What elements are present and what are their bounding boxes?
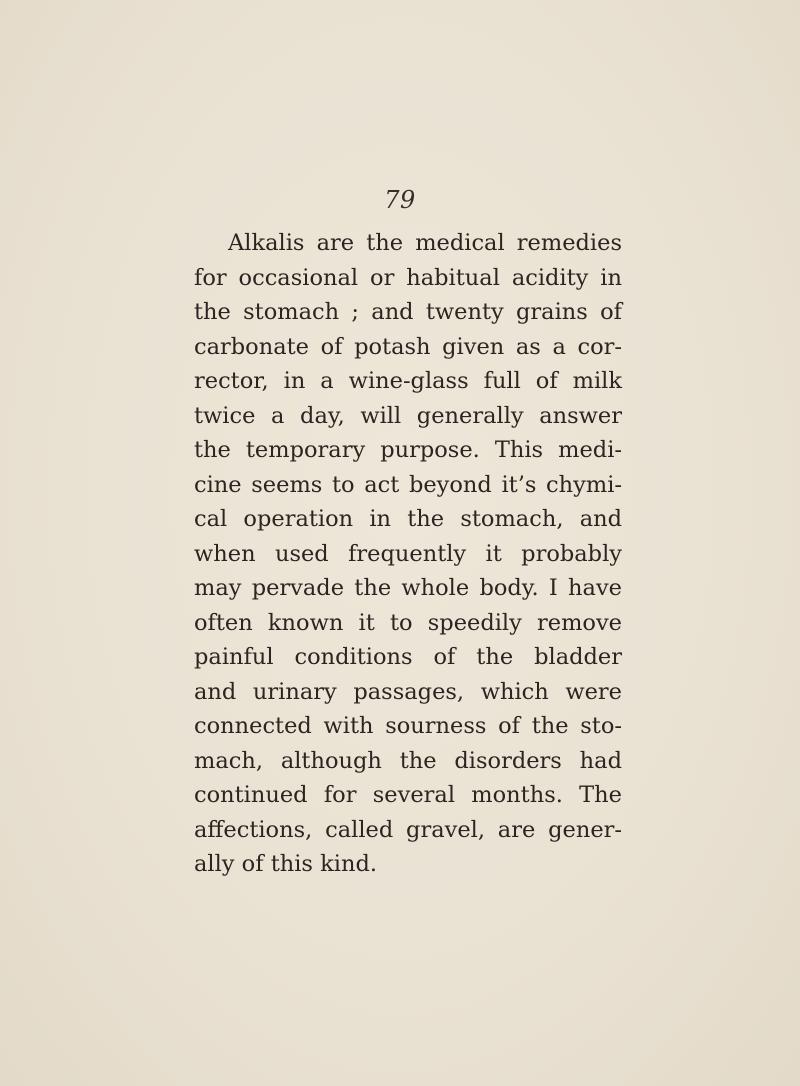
text-line: rector, in a wine-glass full of milk <box>194 368 622 394</box>
text-line: Alkalis are the medical remedies <box>228 230 622 256</box>
text-line: for occasional or habitual acidity in <box>194 264 622 291</box>
text-line: mach, although the disorders had <box>194 747 622 774</box>
text-line: carbonate of potash given as a cor- <box>194 333 622 360</box>
text-line: twice a day, will generally answer <box>194 402 622 429</box>
text-line: and urinary passages, which were <box>194 678 622 705</box>
text-line: often known it to speedily remove <box>194 609 622 636</box>
text-line: cal operation in the stomach, and <box>194 506 622 532</box>
text-line: cine seems to act beyond it’s chymi- <box>194 471 622 498</box>
text-line: the temporary purpose. This medi- <box>194 437 622 463</box>
text-line: affections, called gravel, are gener- <box>194 816 622 843</box>
page-number: 79 <box>384 186 416 214</box>
text-line: when used frequently it probably <box>194 540 622 567</box>
body-paragraph <box>194 226 622 882</box>
text-line: ally of this kind. <box>194 851 377 877</box>
text-line: continued for several months. The <box>194 782 622 808</box>
text-line: painful conditions of the bladder <box>194 644 622 670</box>
text-line: the stomach ; and twenty grains of <box>194 299 622 325</box>
text-line: may pervade the whole body. I have <box>194 575 622 601</box>
text-line: connected with sourness of the sto- <box>194 713 622 739</box>
